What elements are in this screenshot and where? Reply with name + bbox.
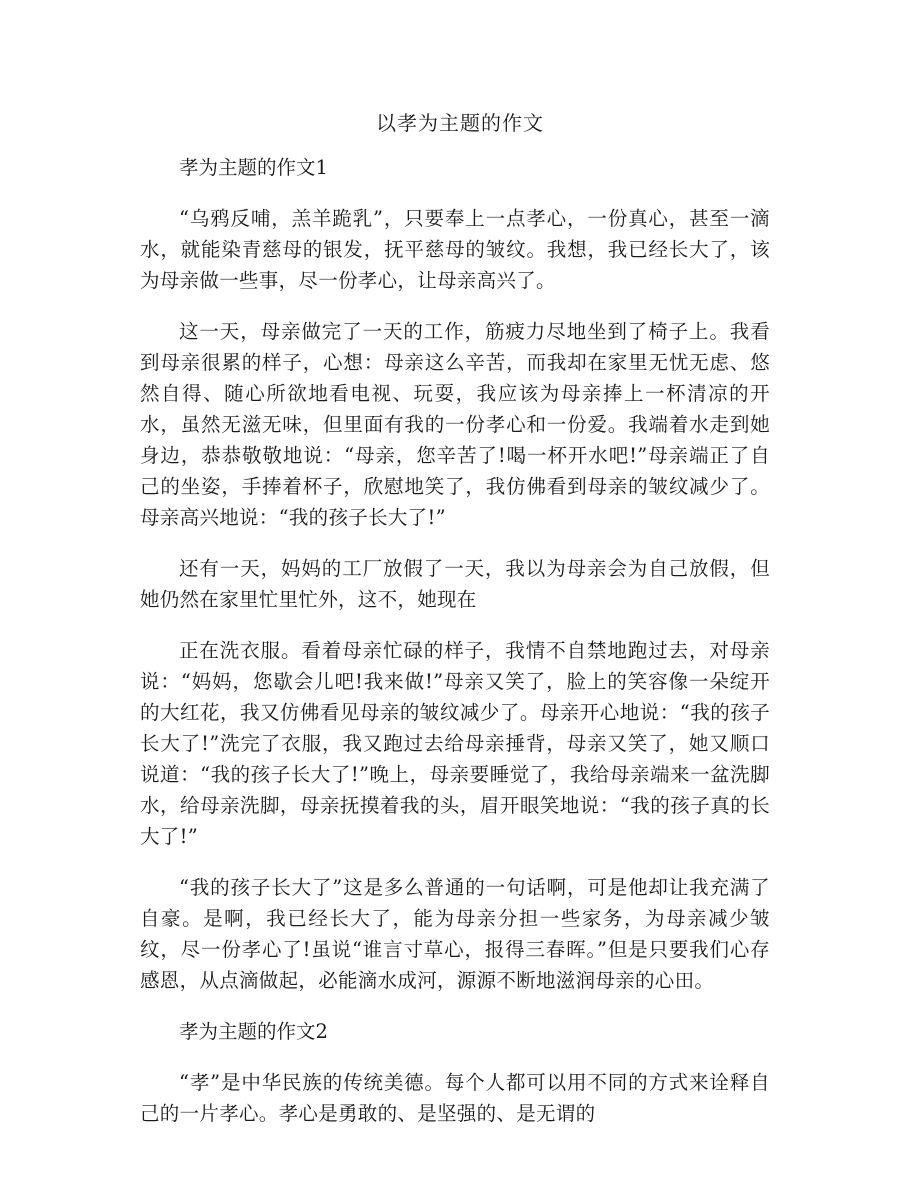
- paragraph: “我的孩子长大了”这是多么普通的一句话啊，可是他却让我充满了自豪。是啊，我已经长大了，能为母亲分担一些家务，为母亲减少皱纹，尽一份孝心了!虽说“谁言寸草心，报得三春晖。”但是只要我们心存感恩，从点滴做起，必能滴水成河，源源不断地滋润母亲的心田。: [140, 876, 770, 992]
- section-heading-1: 孝为主题的作文1: [179, 156, 328, 179]
- paragraph: “孝”是中华民族的传统美德。每个人都可以用不同的方式来诠释自己的一片孝心。孝心是勇敢的、是坚强的、是无谓的: [140, 1071, 770, 1125]
- paragraph: “乌鸦反哺，羔羊跪乳”，只要奉上一点孝心，一份真心，甚至一滴水，就能染青慈母的银发，抚平慈母的皱纹。我想，我已经长大了，该为母亲做一些事，尽一份孝心，让母亲高兴了。: [140, 207, 770, 292]
- paragraph: 这一天，母亲做完了一天的工作，筋疲力尽地坐到了椅子上。我看到母亲很累的样子，心想：母亲这么辛苦，而我却在家里无忧无虑、悠然自得、随心所欲地看电视、玩耍，我应该为母亲捧上一杯清凉的开水，虽然无滋无味，但里面有我的一份孝心和一份爱。我端着水走到她身边，恭恭敬敬地说：“母亲，您辛苦了!喝一杯开水吧!”母亲端正了自己的坐姿，手捧着杯子，欣慰地笑了，我仿佛看到母亲的皱纹减少了。母亲高兴地说：“我的孩子长大了!”: [140, 320, 770, 529]
- document-title: 以孝为主题的作文: [376, 111, 544, 135]
- section-heading-2: 孝为主题的作文2: [179, 1020, 328, 1043]
- document-body: [140, 152, 770, 1149]
- paragraph: 正在洗衣服。看着母亲忙碌的样子，我情不自禁地跑过去，对母亲说：“妈妈，您歇会儿吧!我来做!”母亲又笑了，脸上的笑容像一朵绽开的大红花，我又仿佛看见母亲的皱纹减少了。母亲开心地说：“我的孩子长大了!”洗完了衣服，我又跑过去给母亲捶背，母亲又笑了，她又顺口说道：“我的孩子长大了!”晚上，母亲要睡觉了，我给母亲端来一盆洗脚水，给母亲洗脚，母亲抚摸着我的头，眉开眼笑地说：“我的孩子真的长大了!”: [140, 639, 770, 848]
- paragraph: 还有一天，妈妈的工厂放假了一天，我以为母亲会为自己放假，但她仍然在家里忙里忙外，这不，她现在: [140, 557, 770, 611]
